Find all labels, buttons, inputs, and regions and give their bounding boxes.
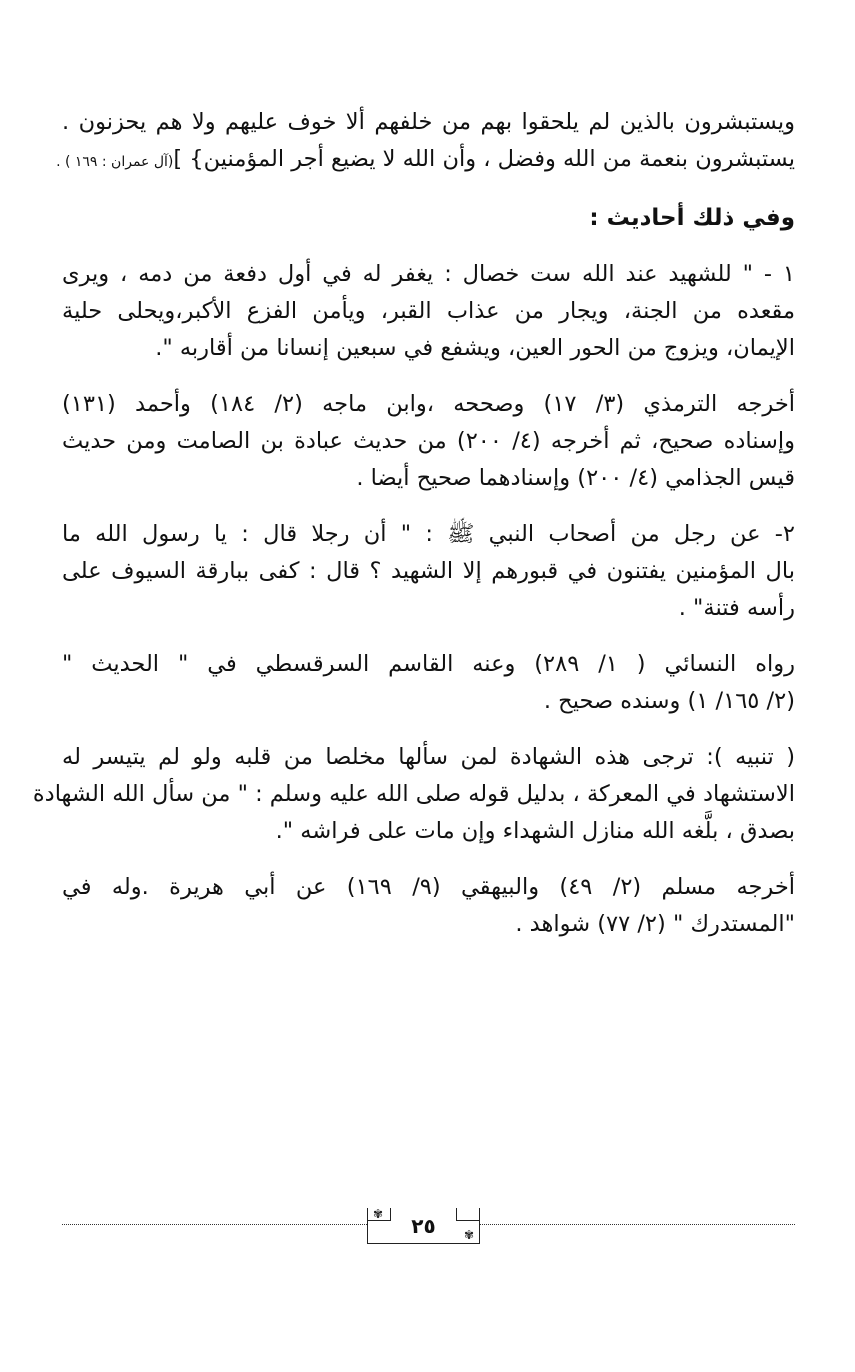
takhrij-3-paragraph — [62, 869, 795, 943]
ornament-icon: ✾ — [373, 1207, 384, 1221]
note-line: الاستشهاد في المعركة ، بدليل قوله صلى الله عليه وسلم : " من سأل الله الشهادة — [32, 781, 795, 807]
hadith-1-paragraph — [62, 256, 795, 367]
hadith-line: مقعده من الجنة، ويجار من عذاب القبر، ويأمن الفزع الأكبر،ويحلى حلية — [62, 298, 795, 324]
takhrij-line: قيس الجذامي (٤/ ٢٠٠) وإسنادهما صحيح أيضا . — [356, 465, 795, 491]
footer-dotted-rule — [62, 1224, 367, 1225]
page-number: ٢٥ — [411, 1214, 436, 1238]
hadith-line: بال المؤمنين يفتنون في قبورهم إلا الشهيد ؟ قال : كفى ببارقة السيوف على — [62, 558, 795, 584]
verse-paragraph — [56, 104, 795, 181]
hadith-line: الإيمان، ويزوج من الحور العين، ويشفع في سبعين إنسانا من أقاربه ". — [155, 335, 795, 361]
hadith-line: ١ - " للشهيد عند الله ست خصال : يغفر له في أول دفعة من دمه ، ويرى — [62, 261, 795, 287]
takhrij-line: (٢/ ١٦٥/ ١) وسنده صحيح . — [543, 688, 795, 714]
verse-line: ويستبشرون بالذين لم يلحقوا بهم من خلفهم ألا خوف عليهم ولا هم يحزنون . — [62, 109, 795, 135]
takhrij-line: "المستدرك " (٢/ ٧٧) شواهد . — [515, 911, 795, 937]
takhrij-2-paragraph — [62, 646, 795, 720]
note-line: ( تنبيه ): ترجى هذه الشهادة لمن سألها مخلصا من قلبه ولو لم يتيسر له — [62, 744, 795, 770]
hadith-line: رأسه فتنة" . — [678, 595, 795, 621]
note-line: بصدق ، بلَّغه الله منازل الشهداء وإن مات على فراشه ". — [275, 818, 795, 844]
verse-reference: (آل عمران : ١٦٩ ) . — [56, 154, 174, 170]
section-heading: وفي ذلك أحاديث : — [589, 205, 795, 231]
ornament-icon: ✾ — [463, 1228, 474, 1242]
takhrij-1-paragraph — [62, 386, 795, 497]
verse-text: يستبشرون بنعمة من الله وفضل ، وأن الله لا يضيع أجر المؤمنين} ] — [173, 146, 795, 172]
page-body — [32, 104, 796, 962]
hadith-line: ٢- عن رجل من أصحاب النبي ﷺ : " أن رجلا قال : يا رسول الله ما — [62, 521, 795, 547]
page-footer — [62, 1208, 795, 1248]
footer-dotted-rule — [480, 1224, 795, 1225]
takhrij-line: أخرجه مسلم (٢/ ٤٩) والبيهقي (٩/ ١٦٩) عن أبي هريرة .وله في — [62, 874, 795, 900]
takhrij-line: أخرجه الترمذي (٣/ ١٧) وصححه ،وابن ماجه (٢/ ١٨٤) وأحمد (١٣١) — [62, 391, 795, 417]
page-number-frame — [367, 1208, 480, 1244]
takhrij-line: وإسناده صحيح، ثم أخرجه (٤/ ٢٠٠) من حديث عبادة بن الصامت ومن حديث — [62, 428, 796, 454]
verse-line — [56, 141, 795, 181]
note-paragraph — [32, 739, 795, 850]
takhrij-line: رواه النسائي ( ١/ ٢٨٩) وعنه القاسم السرقسطي في " الحديث " — [62, 651, 795, 677]
hadith-2-paragraph — [62, 516, 795, 627]
